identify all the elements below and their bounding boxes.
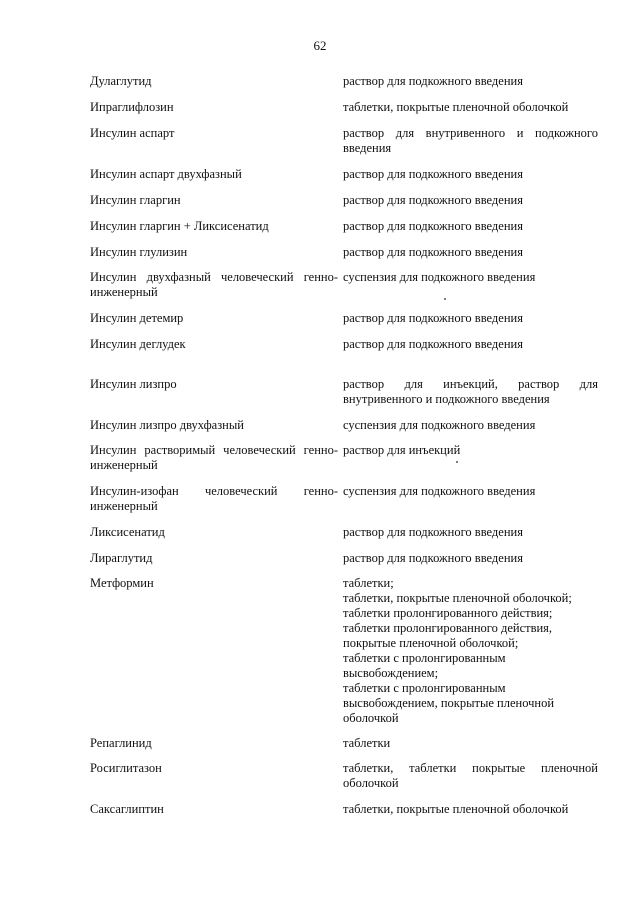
- drug-name: Репаглинид: [90, 736, 152, 750]
- dosage-form: суспензия для подкожного введения: [343, 484, 536, 498]
- drug-name: Ликсисенатид: [90, 525, 165, 539]
- drug-name: Инсулин лизпро двухфазный: [90, 418, 244, 432]
- dosage-form: раствор для подкожного введения: [343, 525, 523, 539]
- dosage-form: [343, 761, 598, 791]
- drug-name-line: инженерный: [90, 499, 158, 513]
- drug-name: Инсулин аспарт двухфазный: [90, 167, 242, 181]
- dosage-form-line: раствор для инъекций, раствор для: [343, 377, 598, 391]
- drug-name-line: Инсулин-изофан человеческий генно-: [90, 484, 338, 498]
- dosage-form-line: таблетки с пролонгированным: [343, 681, 506, 695]
- drug-name: Инсулин гларгин: [90, 193, 181, 207]
- dosage-form-line: высвобождением;: [343, 666, 439, 680]
- dosage-form-line: высвобождением, покрытые пленочной: [343, 696, 555, 710]
- drug-name: Инсулин деглудек: [90, 337, 186, 351]
- dosage-form: раствор для подкожного введения: [343, 219, 523, 233]
- dosage-form-line: введения: [343, 141, 392, 155]
- drug-name-line: инженерный: [90, 285, 158, 299]
- dosage-form: таблетки: [343, 736, 391, 750]
- dosage-form: раствор для подкожного введения: [343, 245, 523, 259]
- dosage-form: [343, 126, 598, 156]
- dosage-form: раствор для подкожного введения: [343, 311, 523, 325]
- drug-name: [90, 270, 338, 300]
- drug-name: Инсулин детемир: [90, 311, 184, 325]
- dosage-form: раствор для подкожного введения: [343, 74, 523, 88]
- dosage-form: таблетки, покрытые пленочной оболочкой: [343, 802, 569, 816]
- drug-name: Метформин: [90, 576, 154, 590]
- dosage-form-line: таблетки, покрытые пленочной оболочкой;: [343, 591, 572, 605]
- drug-name: [90, 443, 338, 473]
- dosage-form: суспензия для подкожного введения: [343, 270, 536, 284]
- dosage-form-line: таблетки пролонгированного действия;: [343, 606, 553, 620]
- dosage-form: раствор для подкожного введения: [343, 167, 523, 181]
- scan-speck: [444, 298, 446, 300]
- dosage-form: [343, 377, 598, 407]
- page-number: 62: [313, 38, 327, 53]
- dosage-form: раствор для инъекций: [343, 443, 461, 457]
- dosage-form: раствор для подкожного введения: [343, 193, 523, 207]
- dosage-form-line: внутривенного и подкожного введения: [343, 392, 550, 406]
- drug-name: Инсулин глулизин: [90, 245, 188, 259]
- dosage-form: раствор для подкожного введения: [343, 551, 523, 565]
- dosage-form-line: раствор для внутривенного и подкожного: [343, 126, 598, 140]
- drug-name: Инсулин аспарт: [90, 126, 175, 140]
- dosage-form-line: таблетки, таблетки покрытые пленочной: [343, 761, 598, 775]
- drug-name-line: Инсулин растворимый человеческий генно-: [90, 443, 338, 457]
- dosage-form-line: оболочкой: [343, 711, 399, 725]
- dosage-form: раствор для подкожного введения: [343, 337, 523, 351]
- dosage-form: [343, 576, 598, 726]
- drug-name: Дулаглутид: [90, 74, 152, 88]
- drug-name: [90, 484, 338, 514]
- scan-speck: [456, 461, 458, 463]
- dosage-form: таблетки, покрытые пленочной оболочкой: [343, 100, 569, 114]
- dosage-form-line: таблетки с пролонгированным: [343, 651, 506, 665]
- drug-name: Инсулин гларгин + Ликсисенатид: [90, 219, 269, 233]
- dosage-form-line: покрытые пленочной оболочкой;: [343, 636, 519, 650]
- dosage-form-line: таблетки пролонгированного действия,: [343, 621, 553, 635]
- dosage-form-line: оболочкой: [343, 776, 399, 790]
- drug-name-line: инженерный: [90, 458, 158, 472]
- dosage-form: суспензия для подкожного введения: [343, 418, 536, 432]
- drug-name: Инсулин лизпро: [90, 377, 177, 391]
- drug-name: Росиглитазон: [90, 761, 162, 775]
- drug-name: Лираглутид: [90, 551, 153, 565]
- drug-name-line: Инсулин двухфазный человеческий генно-: [90, 270, 338, 284]
- drug-name: Саксаглиптин: [90, 802, 164, 816]
- dosage-form-line: таблетки;: [343, 576, 394, 590]
- drug-name: Ипраглифлозин: [90, 100, 174, 114]
